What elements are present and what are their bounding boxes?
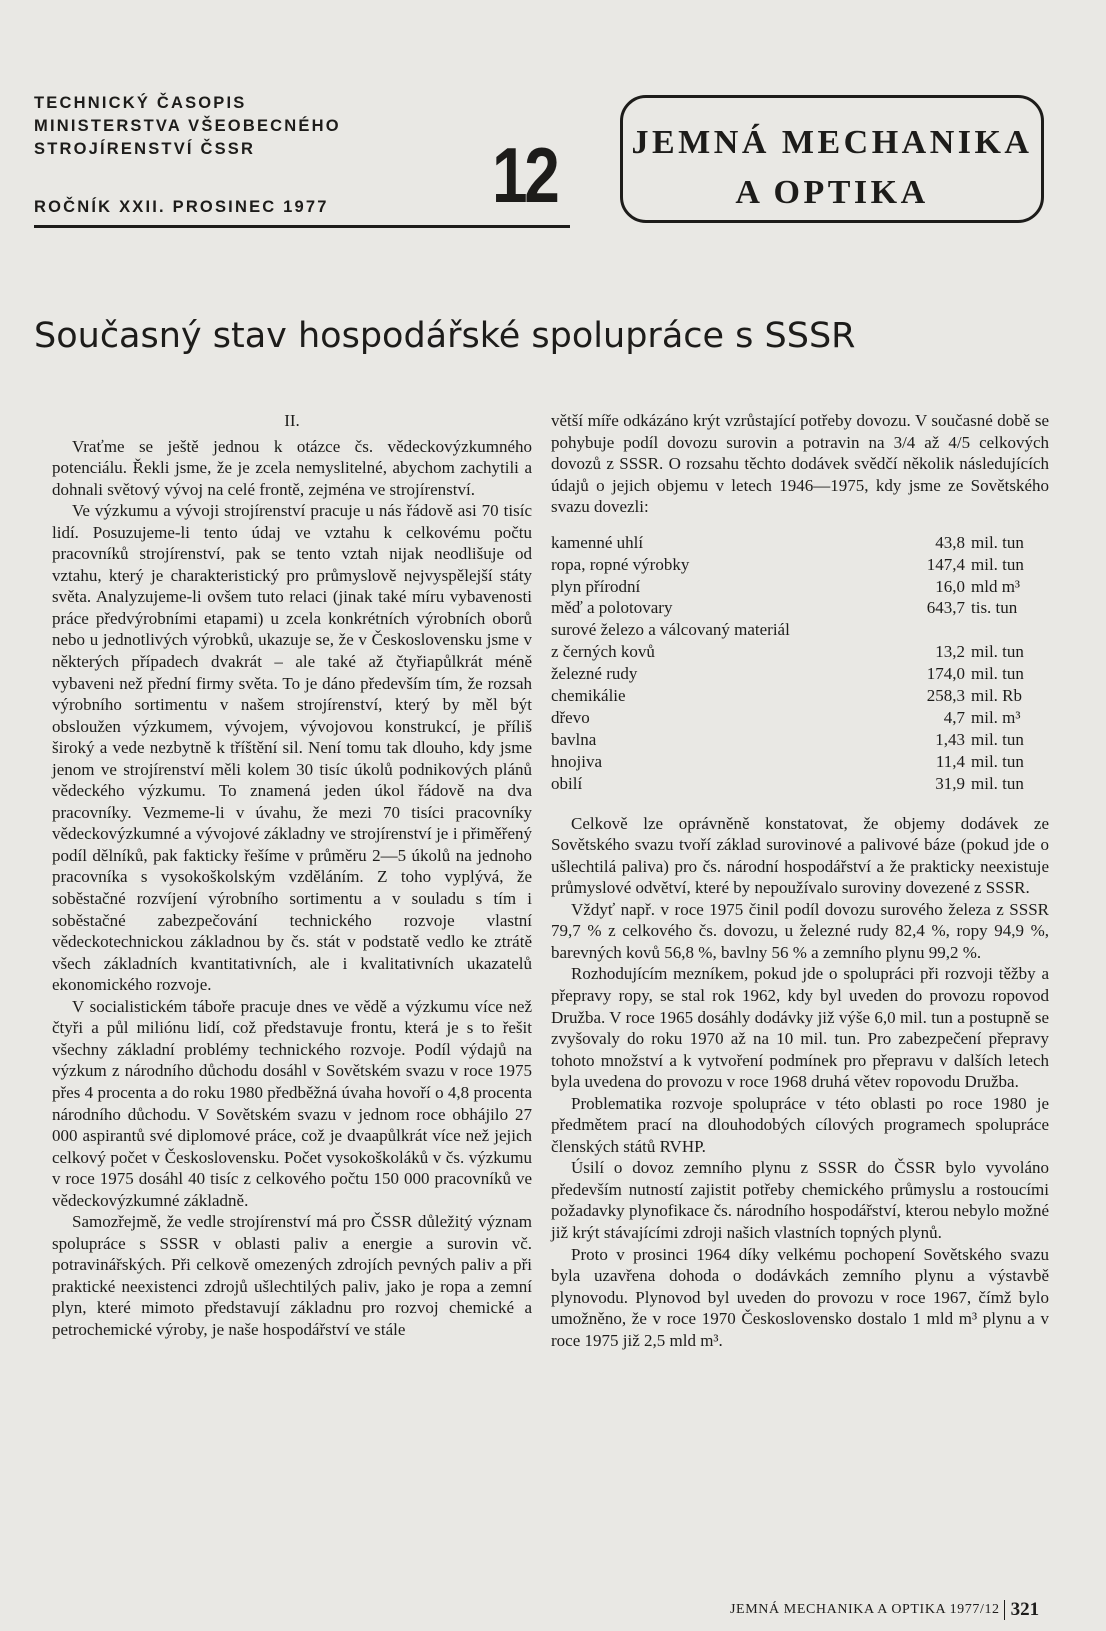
journal-title-line-1: JEMNÁ MECHANIKA xyxy=(631,124,1033,161)
right-column xyxy=(551,410,1049,1351)
import-unit: mil. tun xyxy=(971,554,1024,574)
import-name: obilí xyxy=(551,773,583,793)
import-value: 43,8 xyxy=(935,532,965,552)
right-paragraph-2: Vždyť např. v roce 1975 činil podíl dovozu surového železa z SSSR 79,7 % z celkového čs. dovozu, u železné rudy 82,4 %, ropy 94,9 %, barevných kovů 56,8 %, bavlny 56 % a zemního plynu 99,2 %. xyxy=(551,899,1049,962)
import-value: 13,2 xyxy=(935,642,965,662)
table-row xyxy=(551,597,1049,619)
table-row xyxy=(551,576,1049,598)
import-value: 174,0 xyxy=(926,664,965,684)
import-name: surové železo a válcovaný materiál xyxy=(551,620,790,640)
table-row xyxy=(551,729,1049,751)
masthead-line-3: STROJÍRENSTVÍ ČSSR xyxy=(34,140,256,158)
import-unit: mil. tun xyxy=(971,773,1024,793)
import-name: hnojiva xyxy=(551,751,602,771)
left-column xyxy=(52,410,532,1341)
import-value: 643,7 xyxy=(926,598,965,618)
imports-table xyxy=(551,532,1049,795)
masthead-year-line: ROČNÍK XXII. PROSINEC 1977 xyxy=(34,198,329,216)
table-row xyxy=(551,619,1049,641)
right-intro-paragraph: větší míře odkázáno krýt vzrůstající potřeby dovozu. V současné době se pohybuje podíl dovozu surovin a potravin na 3/4 až 4/5 celkových dovozů z SSSR. O rozsahu těchto dodávek svědčí několik následujících údajů o jejich objemu v letech 1946—1975, kdy jsme ze Sovětského svazu dovezli: xyxy=(551,411,1049,517)
table-row xyxy=(551,685,1049,707)
section-heading: II. xyxy=(284,411,300,430)
footer-divider xyxy=(1004,1600,1005,1620)
table-row xyxy=(551,641,1049,663)
right-paragraph-4: Problematika rozvoje spolupráce v této oblasti po roce 1980 je předmětem prací na dlouhodobých cílových programech spolupráce členských států RVHP. xyxy=(551,1093,1049,1156)
import-name: chemikálie xyxy=(551,686,626,706)
right-paragraph-6: Proto v prosinci 1964 díky velkému pochopení Sovětského svazu byla uzavřena dohoda o dodávkách zemního plynu a výstavbě plynovodu. Plynovod byl uveden do provozu v roce 1967, čímž bylo umožněno, že v roce 1970 Československo dostalo 1 mld m³ plynu a v roce 1975 již 2,5 mld m³. xyxy=(551,1244,1049,1350)
import-unit: mil. tun xyxy=(971,532,1024,552)
import-value: 1,43 xyxy=(935,729,965,749)
table-row xyxy=(551,663,1049,685)
page-footer xyxy=(730,1600,1039,1620)
journal-title-line-2: A OPTIKA xyxy=(735,174,929,211)
import-name: z černých kovů xyxy=(551,642,655,662)
import-unit: mil. tun xyxy=(971,664,1024,684)
right-paragraph-3: Rozhodujícím mezníkem, pokud jde o spolupráci při rozvoji těžby a přepravy ropy, se stal rok 1962, kdy byl uveden do provozu ropovod Družba. V roce 1965 dosáhly dodávky již výše 6,0 mil. tun a postupně se zvyšovaly do roku 1970 až na 10 mil. tun. Pro zabezpečení přepravy tohoto množství a k vytvoření podmínek pro přepravu v dalších letech byla uvedena do provozu v roce 1968 druhá větev ropovodu Družba. xyxy=(551,964,1049,1092)
import-name: železné rudy xyxy=(551,664,638,684)
table-row xyxy=(551,751,1049,773)
import-name: kamenné uhlí xyxy=(551,532,644,552)
import-name: dřevo xyxy=(551,707,590,727)
table-row xyxy=(551,554,1049,576)
table-row xyxy=(551,773,1049,795)
import-name: bavlna xyxy=(551,729,597,749)
table-row xyxy=(551,532,1049,554)
import-unit: mil. Rb xyxy=(971,686,1023,706)
import-unit: mil. tun xyxy=(971,729,1024,749)
import-value: 147,4 xyxy=(926,554,965,574)
import-value: 258,3 xyxy=(926,686,965,706)
import-unit: tis. tun xyxy=(971,598,1018,618)
left-paragraph-2: Ve výzkumu a vývoji strojírenství pracuje u nás řádově asi 70 tisíc lidí. Posuzujeme-li tento údaj ve vztahu k celkovému počtu pracovníků strojírenství, pak se tento vztah nijak neodlišuje od vztahu, který je charakteristický pro průmyslově nejvyspělejší státy světa. Analyzujeme-li ovšem tuto relaci (jinak také míru vybavenosti práce předvýrobními etapami) u zcela konkrétních výrobních oborů nebo u jednotlivých výrobků, ukazuje se, že v Československu jsme v některých případech dvakrát – ale také až čtyřiapůlkrát méně vybaveni než přední firmy světa. To je dáno především tím, že rozsah výrobního sortimentu v našem strojírenství, který by měl být obsloužen výzkumem, vývojem, vývojovou konstrukcí, je příliš široký a vede nezbytně k tříštění sil. Není tomu tak dlouho, kdy jsme jenom ve strojírenství měli kolem 30 tisíc úkolů podnikových plánů vědeckého výzkumu. To znamená jeden úkol řádově na dva pracovníky. Vezmeme-li v úvahu, že mezi 70 tisíci pracovníky vědeckovýzkumné a vývojové základny ve strojírenství je i přiměřený podíl dělníků, pak fakticky řešíme v průměru 2—5 úkolů na jednoho pracovníka s vysokoškolským vzděláním. Z toho vyplývá, že soběstačné rozvíjení výrobního sortimentu a v souladu s tím i soběstačné zabezpečování technického rozvoje vlastní vědeckotechnickou základnou by čs. stát v podstatě vedlo ke ztrátě všech základních kvantitativních, ale i kvalitativních ukazatelů ekonomického rozvoje. xyxy=(52,501,532,995)
import-unit: mil. tun xyxy=(971,751,1024,771)
right-paragraph-1: Celkově lze oprávněně konstatovat, že objemy dodávek ze Sovětského svazu tvoří základ surovinové a palivové báze (pokud jde o ušlechtilá paliva) pro čs. národní hospodářství a že prakticky neexistuje průmyslové odvětví, které by nepoužívalo suroviny dovezené z SSSR. xyxy=(551,813,1049,898)
import-name: plyn přírodní xyxy=(551,576,641,596)
masthead-rule xyxy=(34,225,570,228)
import-value: 11,4 xyxy=(935,751,965,771)
import-value: 4,7 xyxy=(943,707,965,727)
footer-journal: JEMNÁ MECHANIKA A OPTIKA 1977/12 xyxy=(730,1602,1000,1618)
import-unit: mil. m³ xyxy=(971,707,1021,727)
left-paragraph-3: V socialistickém táboře pracuje dnes ve vědě a výzkumu více než čtyři a půl miliónu lidí, což představuje frontu, která je s to řešit všechny základní problémy technického rozvoje. Podíl výdajů na výzkum z národního důchodu dosáhl v Sovětském svazu v roce 1975 přes 4 procenta a do roku 1980 předběžná úvaha hovoří o 4,8 procenta národního důchodu. V Sovětském svazu v jednom roce obhájilo 27 000 aspirantů své diplomové práce, což je dvaapůlkrát více než jejich celkový počet v Československu. Počet vysokoškoláků v čs. výzkumu v roce 1975 dosáhl 40 tisíc z celkového počtu 150 000 pracovníků ve vědeckovýzkumné základně. xyxy=(52,996,532,1210)
masthead-line-2: MINISTERSTVA VŠEOBECNÉHO xyxy=(34,117,341,135)
right-paragraph-5: Úsilí o dovoz zemního plynu z SSSR do ČSSR bylo vyvoláno především nutností zajistit potřeby chemického průmyslu a rostoucími požadavky plynofikace čs. národního hospodářství, kterou nebylo možné již krýt stávajícími zdroji našich vlastních topných plynů. xyxy=(551,1158,1049,1242)
journal-title-box xyxy=(620,95,1044,223)
article-headline: Současný stav hospodářské spolupráce s SSSR xyxy=(34,316,856,356)
import-unit: mil. tun xyxy=(971,642,1024,662)
import-value: 31,9 xyxy=(935,773,965,793)
table-row xyxy=(551,707,1049,729)
masthead-line-1: TECHNICKÝ ČASOPIS xyxy=(34,94,247,112)
import-name: měď a polotovary xyxy=(551,598,673,618)
import-name: ropa, ropné výrobky xyxy=(551,554,690,574)
import-value: 16,0 xyxy=(935,576,965,596)
left-paragraph-1: Vraťme se ještě jednou k otázce čs. vědeckovýzkumného potenciálu. Řekli jsme, že je zcela nemyslitelné, abychom zachytili a dohnali světový vývoj na celé frontě, zejména ve strojírenství. xyxy=(52,436,532,499)
import-unit: mld m³ xyxy=(971,576,1021,596)
issue-number: 12 xyxy=(492,131,557,219)
left-paragraph-4: Samozřejmě, že vedle strojírenství má pro ČSSR důležitý význam spolupráce s SSSR v oblasti paliv a energie a surovin vč. potravinářských. Při celkově omezených zdrojích pevných paliv a při praktické neexistenci zdrojů ušlechtilých paliv, jako je ropa a zemní plyn, které mimoto představují základnu pro rozvoj chemické a petrochemické výroby, je naše hospodářství ve stále xyxy=(52,1212,532,1339)
page-number: 321 xyxy=(1010,1599,1040,1620)
